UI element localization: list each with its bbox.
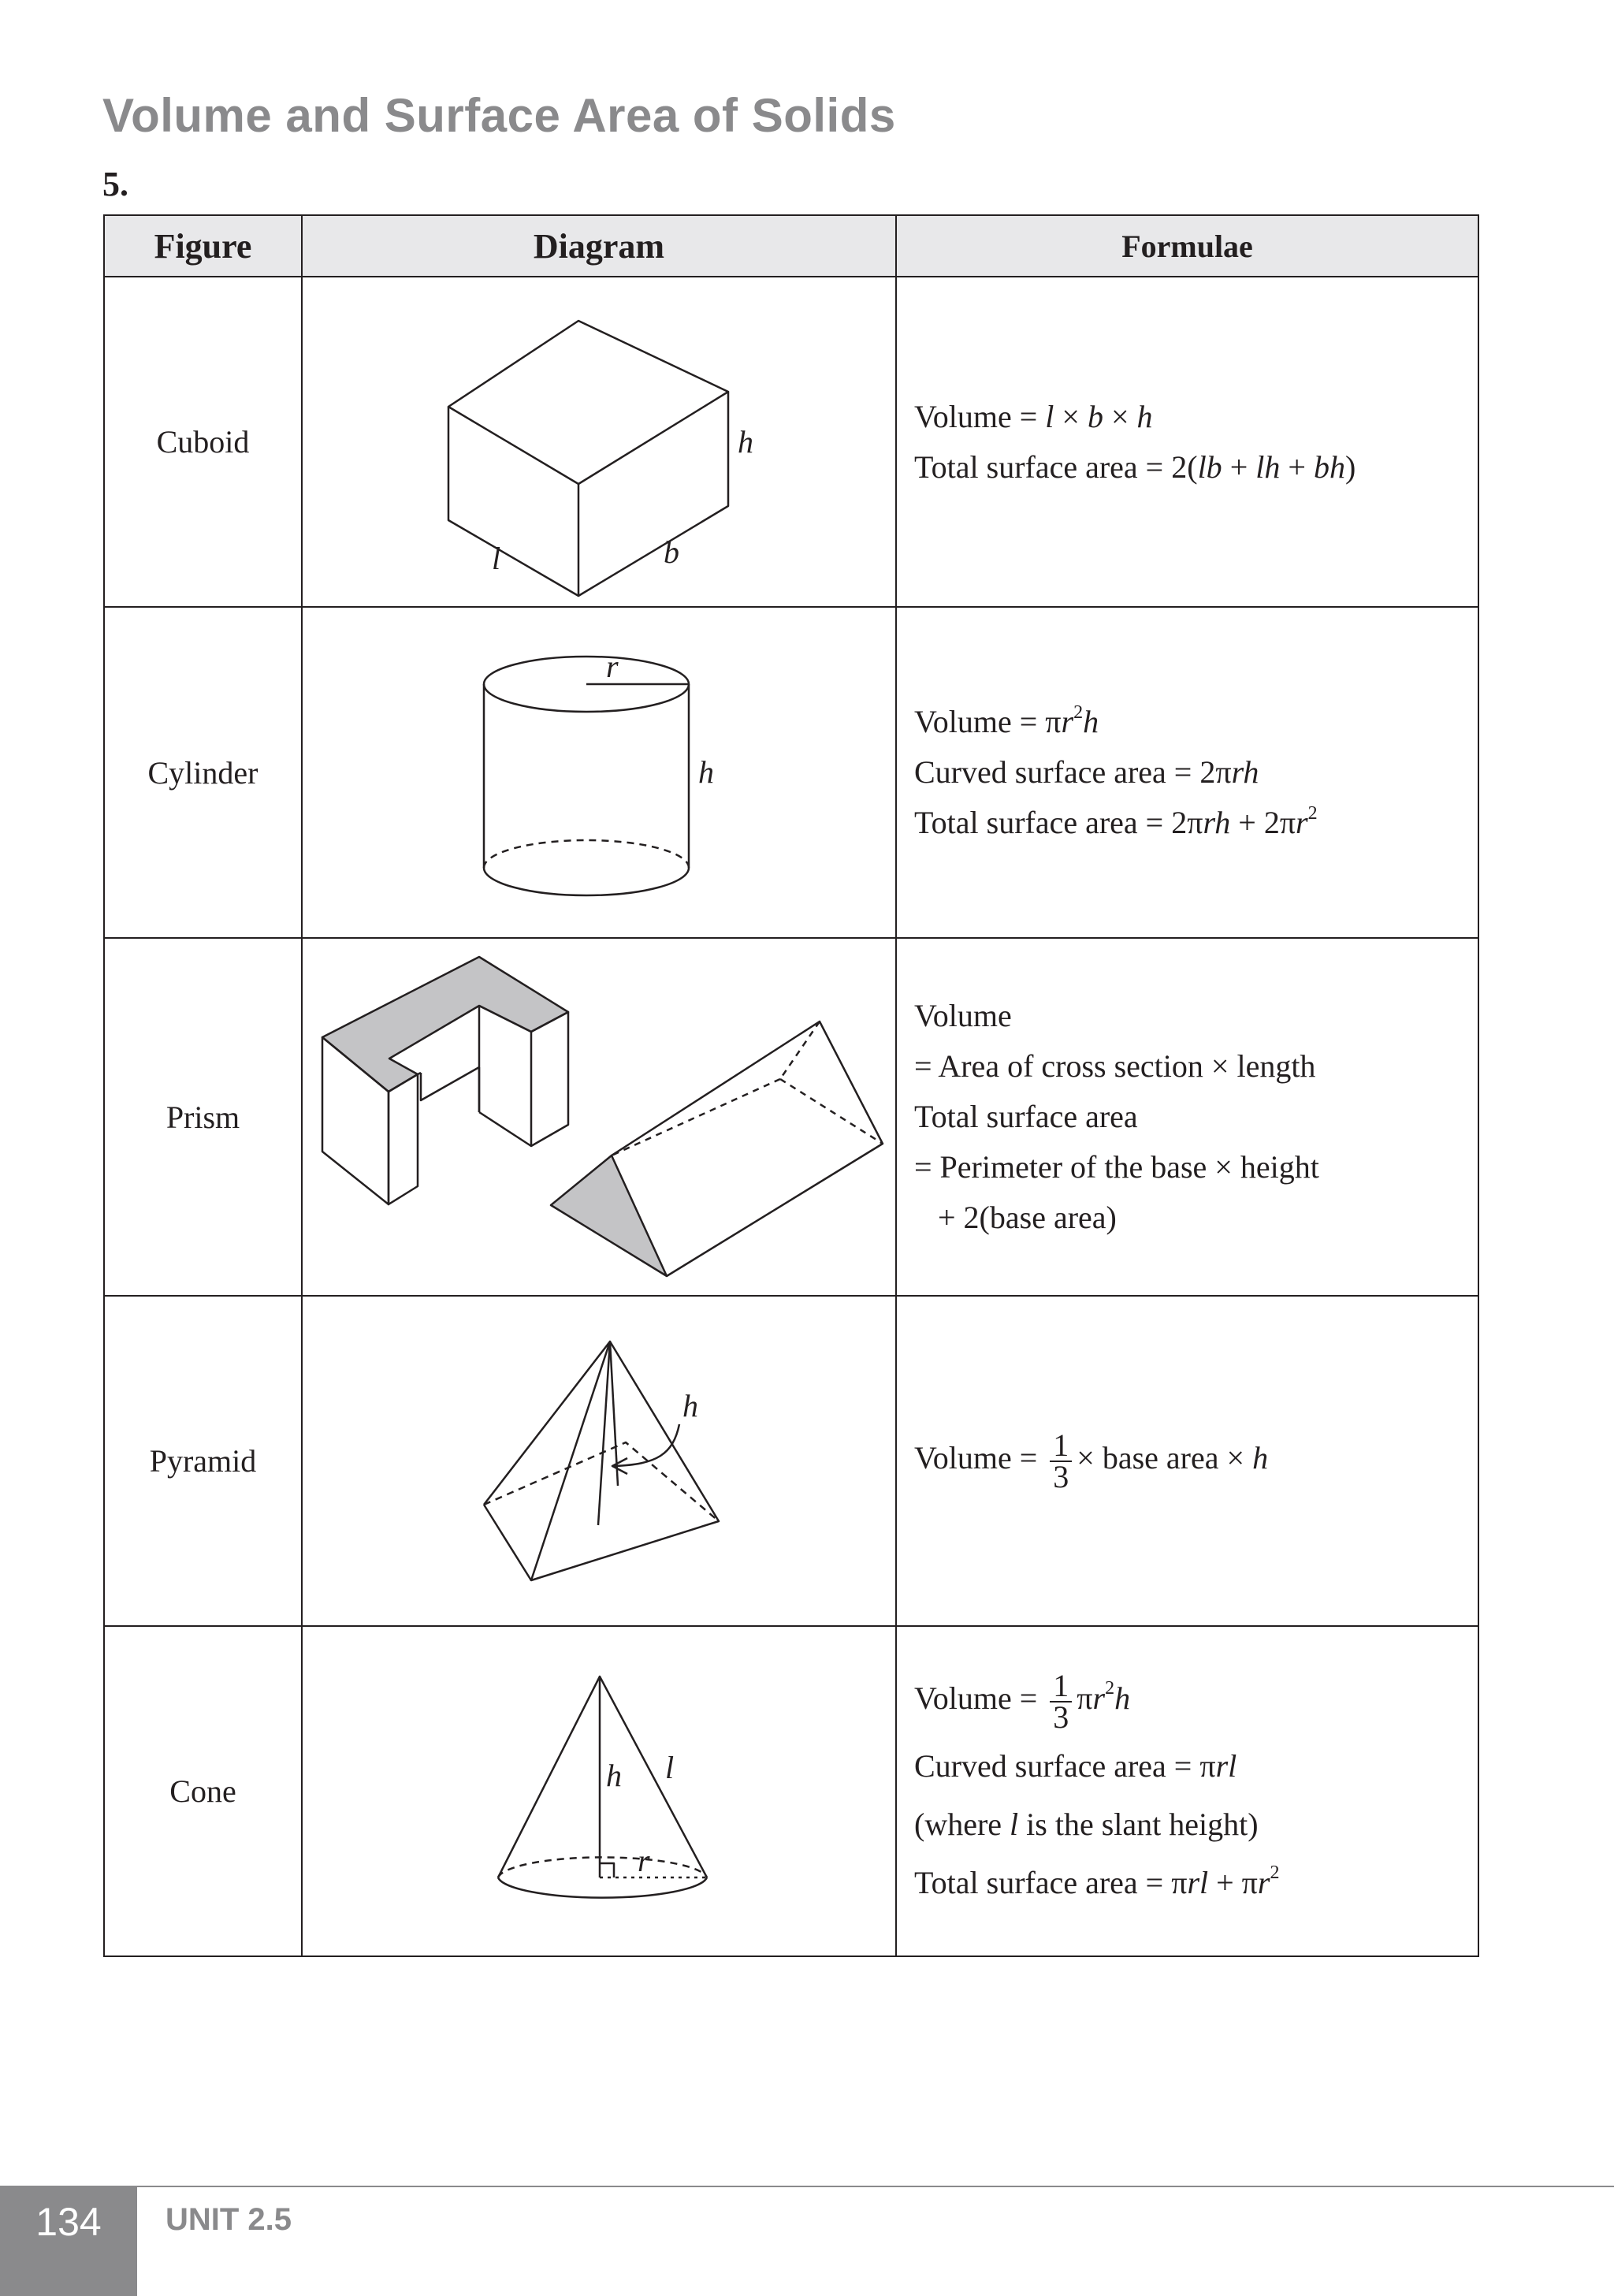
cone-base-back	[498, 1857, 707, 1877]
page-title: Volume and Surface Area of Solids	[102, 89, 896, 142]
diagram-cell-prism	[302, 938, 896, 1296]
formulae-prism	[896, 938, 1478, 1296]
cone-diagram	[303, 1627, 895, 1956]
unit-label: UNIT 2.5	[165, 2202, 292, 2237]
cuboid-label-l: l	[492, 541, 501, 576]
fraction-one-third: $\frac{1}{3}$	[1050, 1431, 1072, 1492]
cuboid-tsa-formula: Total surface area = 2(lb + lh + bh)	[914, 448, 1356, 485]
diagram-cell-cylinder	[302, 607, 896, 938]
cylinder-bottom-back	[484, 840, 689, 868]
diagram-cell-pyramid	[302, 1296, 896, 1626]
figure-name-cylinder: Cylinder	[104, 607, 302, 938]
cylinder-csa-formula: Curved surface area = 2πrh	[914, 754, 1259, 790]
footer-rule	[137, 2186, 1614, 2187]
cone-tsa-formula: Total surface area = $\pi rl + \pi r^2$	[914, 1862, 1280, 1900]
fraction-one-third: $\frac{1}{3}$	[1050, 1671, 1072, 1732]
prism-formula-line-4: = Perimeter of the base × height	[914, 1149, 1319, 1185]
table-row-cuboid	[104, 277, 1478, 607]
formulae-cylinder	[896, 607, 1478, 938]
cone-label-r: r	[638, 1843, 650, 1878]
figure-name-pyramid: Pyramid	[104, 1296, 302, 1626]
pyramid-diagram	[303, 1297, 895, 1625]
cylinder-label-h: h	[698, 754, 714, 790]
solids-formulae-table	[103, 214, 1479, 1957]
pyramid-volume-formula: Volume = $\frac{1}{3}$ × base area × h	[914, 1427, 1269, 1494]
prism-diagram	[303, 939, 895, 1295]
cylinder-tsa-formula: Total surface area = $2\pi rh + 2\pi r^2$	[914, 802, 1318, 840]
cylinder-label-r: r	[606, 649, 619, 684]
table-row-pyramid	[104, 1296, 1478, 1626]
table-header-row	[104, 215, 1478, 277]
table-row-prism	[104, 938, 1478, 1296]
header-figure: Figure	[104, 215, 302, 277]
l-prism-right-face	[531, 1012, 568, 1146]
formulae-cone	[896, 1626, 1478, 1956]
cone-label-h: h	[606, 1758, 622, 1793]
pyramid-base-left	[484, 1505, 531, 1580]
cone-slant-edges	[498, 1676, 707, 1877]
tri-prism-shaded-face	[551, 1155, 667, 1276]
cuboid-label-b: b	[664, 534, 679, 570]
prism-formula-line-2: = Area of cross section × length	[914, 1048, 1316, 1084]
prism-formula-line-1: Volume	[914, 998, 1012, 1033]
cone-right-angle	[600, 1863, 614, 1877]
cone-base-front	[498, 1877, 707, 1898]
l-prism-front-face	[389, 1074, 418, 1204]
figure-name-cone: Cone	[104, 1626, 302, 1956]
diagram-cell-cuboid	[302, 277, 896, 607]
cone-slant-note: (where l is the slant height)	[914, 1806, 1259, 1842]
cuboid-sides	[448, 392, 728, 596]
section-number: 5.	[102, 165, 128, 203]
cylinder-volume-formula: Volume = $\pi r^2h$	[914, 701, 1099, 739]
cuboid-volume-formula: Volume = l × b × h	[914, 398, 1153, 434]
figure-name-cuboid: Cuboid	[104, 277, 302, 607]
table-row-cone	[104, 1626, 1478, 1956]
prism-formula-line-5: + 2(base area)	[938, 1200, 1117, 1235]
figure-name-prism: Prism	[104, 938, 302, 1296]
cuboid-diagram	[303, 277, 895, 606]
cylinder-diagram	[303, 608, 895, 937]
cone-volume-formula: Volume = $\frac{1}{3}$ $\pi r^2h$	[914, 1667, 1131, 1735]
pyramid-label-h: h	[682, 1388, 698, 1423]
l-prism-notch	[421, 1067, 479, 1100]
formulae-pyramid	[896, 1296, 1478, 1626]
formulae-cuboid	[896, 277, 1478, 607]
diagram-cell-cone	[302, 1626, 896, 1956]
tri-prism-outline	[612, 1021, 883, 1276]
prism-formula-line-3: Total surface area	[914, 1099, 1138, 1134]
header-diagram: Diagram	[302, 215, 896, 277]
cuboid-top-face	[448, 321, 728, 484]
cone-label-l: l	[665, 1750, 675, 1785]
cuboid-label-h: h	[738, 424, 753, 460]
header-formulae: Formulae	[896, 215, 1478, 277]
cone-csa-formula: Curved surface area = πrl	[914, 1747, 1237, 1784]
cylinder-bottom-front	[484, 868, 689, 895]
table-row-cylinder	[104, 607, 1478, 938]
page-number: 134	[35, 2200, 102, 2244]
